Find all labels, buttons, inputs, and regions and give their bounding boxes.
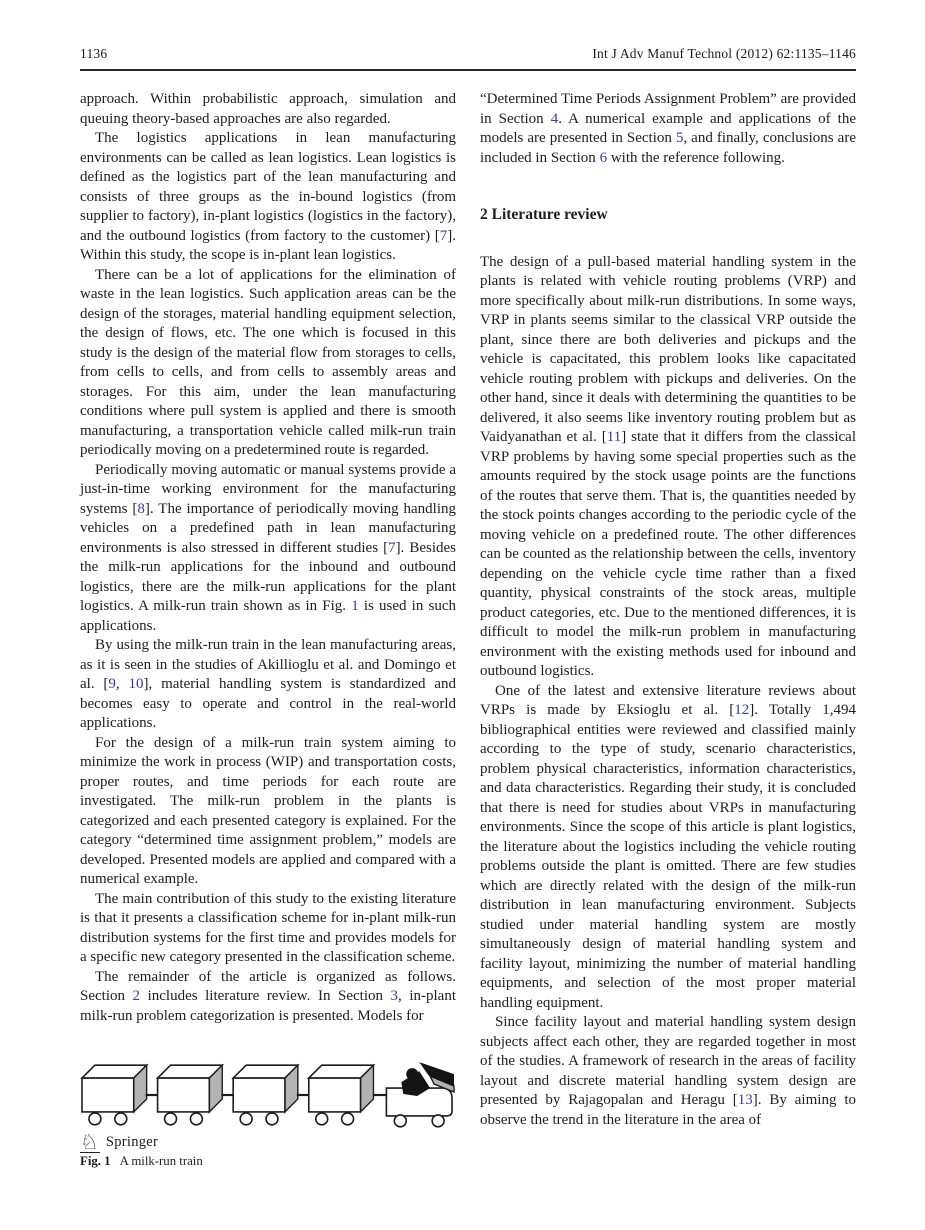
reference-link[interactable]: 1 [351, 598, 359, 614]
paragraph [80, 968, 456, 1027]
text-run: The design of a pull-based material handling system in the plants is related with vehicle routing problems (VRP) and more specifically about milk-run distributions. In some ways, VRP in plants seems similar to the classical VRP outside the plant, since there are both deliveries and pickups and the vehicle is capacitated, this problem looks like capacitated vehicle routing problem with pickups and deliveries. On the other hand, since it deals with determining the quantities to be delivered, it also seems like inventory routing problem but as Vaidyanathan et al. [ [480, 253, 856, 445]
page-header [80, 46, 856, 62]
wagon-front [233, 1078, 285, 1112]
wagon-wheel [316, 1113, 328, 1125]
reference-link[interactable]: 6 [599, 149, 608, 166]
text-run: with the reference following. [607, 149, 785, 166]
left-column-text [80, 90, 456, 1026]
wagon-front [82, 1078, 134, 1112]
text-run: The logistics applications in lean manufacturing environments can be called as lean logistics. Lean logistics is defined as the logistics part of the lean manufacturing and consists of three groups as the in-bound logistics (from supplier to factory), in-plant logistics (logistics in the factory), and the outbound logistics (from factory to the customer) [ [80, 130, 456, 244]
reference-link[interactable]: 7 [439, 227, 448, 244]
paragraph [480, 90, 856, 168]
reference-link[interactable]: 8 [137, 500, 145, 517]
text-run: . A numerical example and applications of the models are presented in Section [480, 110, 856, 146]
text-run: By using the milk-run train in the lean manufacturing areas, as it is seen in the studies of Akillioglu et al. and Domingo et al. [ [80, 637, 456, 692]
text-run: , and finally, conclusions are included in Section [480, 130, 856, 166]
text-run: “Determined Time Periods Assignment Problem” are provided in Section [480, 91, 856, 127]
paragraph [80, 461, 456, 637]
wagon-wheel [342, 1113, 354, 1125]
wagon-wheel [165, 1113, 177, 1125]
wagon-front [158, 1078, 210, 1112]
figure-caption [80, 1152, 458, 1172]
reference-link[interactable]: 11 [606, 429, 622, 445]
paragraph [80, 890, 456, 968]
reference-link[interactable]: 12 [734, 702, 750, 718]
wagon-wheel [190, 1113, 202, 1125]
figure-caption-text: A milk-run train [119, 1153, 203, 1168]
page-number: 1136 [80, 46, 108, 61]
text-run: The main contribution of this study to the existing literature is that it presents a classification scheme for in-plant milk-run distribution systems for the first time and provides models for a specific new category presented in the classification scheme. [80, 890, 456, 965]
text-run: ]. Within this study, the scope is in-plant lean logistics. [80, 227, 456, 263]
paragraph [480, 1013, 856, 1130]
publisher-footer [80, 1132, 158, 1153]
text-run: There can be a lot of applications for the elimination of waste in the lean logistics. Such application areas can be the design of the storages, material handling equipment selection, the design of flows, etc. The one which is focused in this study is the design of the material flow from storages to cells, from cells to cells, and from cells to assembly areas and storages. For this aim, under the lean manufacturing conditions where pull system is applied and there is smooth manufacturing, a transportation vehicle called milk-run train periodically moving on a predetermined route is regarded. [80, 266, 456, 458]
tractor-wheel [394, 1115, 406, 1127]
header-rule [80, 69, 856, 71]
paragraph [80, 129, 456, 266]
tractor-wheel [432, 1115, 444, 1127]
wagon-wheel [115, 1113, 127, 1125]
wagon-front [309, 1078, 361, 1112]
wagon-wheel [240, 1113, 252, 1125]
text-run: ]. The importance of periodically moving handling vehicles on a predefined path in lean manufacturing environments is also stressed in different studies [ [80, 500, 457, 556]
journal-reference: Int J Adv Manuf Technol (2012) 62:1135–1146 [592, 46, 856, 61]
milk-run-train-figure [80, 1059, 458, 1133]
column-left [80, 90, 456, 1171]
text-run: One of the latest and extensive literature reviews about VRPs is made by Eksioglu et al. [ [480, 682, 856, 718]
text-run: ] state that it differs from the classical VRP problems by having some special properties such as the amounts required by the stock usage points are the functions of the routes that serve them. That is, the quantities needed by the stock points changes according to the periodic cycle of the moving vehicle on a predefined route. The other differences can be counted as the relationship between the cells, inventory depending on the vehicle cycle time rather than a fixed quantity, physical constraints of the stock areas, multiple product categories, etc. Due to the mentioned differences, it is difficult to model the milk-run problem in manufacturing environment with the existing methods used for inbound and outbound logistics. [480, 429, 857, 679]
text-run: , in-plant milk-run problem categorization is presented. Models for [80, 988, 457, 1024]
right-column-text [480, 90, 856, 1130]
wagon-wheel [89, 1113, 101, 1125]
text-run: Periodically moving automatic or manual systems provide a just-in-time working environment for the manufacturing systems [ [80, 461, 456, 517]
text-run: The remainder of the article is organized as follows. Section [80, 968, 456, 1004]
paragraph [80, 636, 456, 734]
reference-link[interactable]: 5 [675, 130, 684, 146]
reference-link[interactable]: 13 [737, 1092, 753, 1108]
article-body [80, 90, 856, 1171]
text-run: includes literature review. In Section [140, 988, 391, 1004]
reference-link[interactable]: 3 [390, 988, 399, 1004]
paragraph [80, 266, 456, 461]
section-heading: 2 Literature review [480, 206, 608, 223]
text-run: ]. Totally 1,494 bibliographical entities were reviewed and classified mainly according to the type of study, scenario characteristics, problem physical characteristics, information characteristics, and data characteristics. Regarding their study, it is concluded that there is need for studies about VRPs in manufacturing environments. Since the scope of this article is plant logistics, the literature about the logistics including the vehicle routing problems outside the plant is omitted. There are few studies which are directly related with the design of the milk-run distribution in lean manufacturing environment. Subjects studied under material handling system are mostly simultaneously design of material handling system and facility layout, minimizing the number of material handling equipments, and selection of the most proper material handling equipment. [480, 702, 856, 1011]
figure-caption-label: Fig. 1 [80, 1153, 111, 1168]
figure-1 [80, 1059, 458, 1171]
column-right [480, 90, 856, 1171]
journal-page [80, 46, 856, 1171]
text-run: , [115, 676, 129, 692]
text-run: For the design of a milk-run train system aiming to minimize the work in process (WIP) and transportation costs, proper routes, and time periods for each route are investigated. The milk-run problem in the plants is categorized and each presented category is explained. For the category “determined time assignment problem,” models are developed. Presented models are applied and compared with a numerical example. [80, 734, 456, 887]
reference-link[interactable]: 4 [550, 110, 559, 127]
paragraph [80, 90, 456, 129]
text-run: ], material handling system is standardized and becomes easy to operate and control in the real-world applications. [80, 676, 456, 731]
paragraph [80, 734, 456, 890]
text-run: ]. Besides the milk-run applications for the inbound and outbound logistics, there are the milk-run applications for the plant logistics. A milk-run train shown as in Fig. [80, 539, 456, 614]
chess-knight-icon: ♘ [80, 1130, 99, 1154]
text-run: approach. Within probabilistic approach, simulation and queuing theory-based approaches are also regarded. [80, 91, 456, 127]
reference-link[interactable]: 7 [388, 539, 396, 556]
text-run: Since facility layout and material handling system design subjects affect each other, they are regarded together in most of the studies. A framework of research in the areas of facility layout and discrete material handling system design are presented by Rajagopalan and Heragu [ [480, 1014, 856, 1108]
reference-link[interactable]: 9 [108, 676, 116, 692]
wagon-wheel [266, 1113, 278, 1125]
text-run: is used in such applications. [80, 598, 456, 634]
paragraph [480, 682, 856, 1014]
paragraph [480, 253, 856, 682]
reference-link[interactable]: 2 [132, 988, 141, 1004]
reference-link[interactable]: 10 [128, 676, 144, 692]
publisher-name: Springer [105, 1134, 159, 1150]
text-run: ]. By aiming to observe the trend in the literature in the area of [480, 1092, 857, 1128]
